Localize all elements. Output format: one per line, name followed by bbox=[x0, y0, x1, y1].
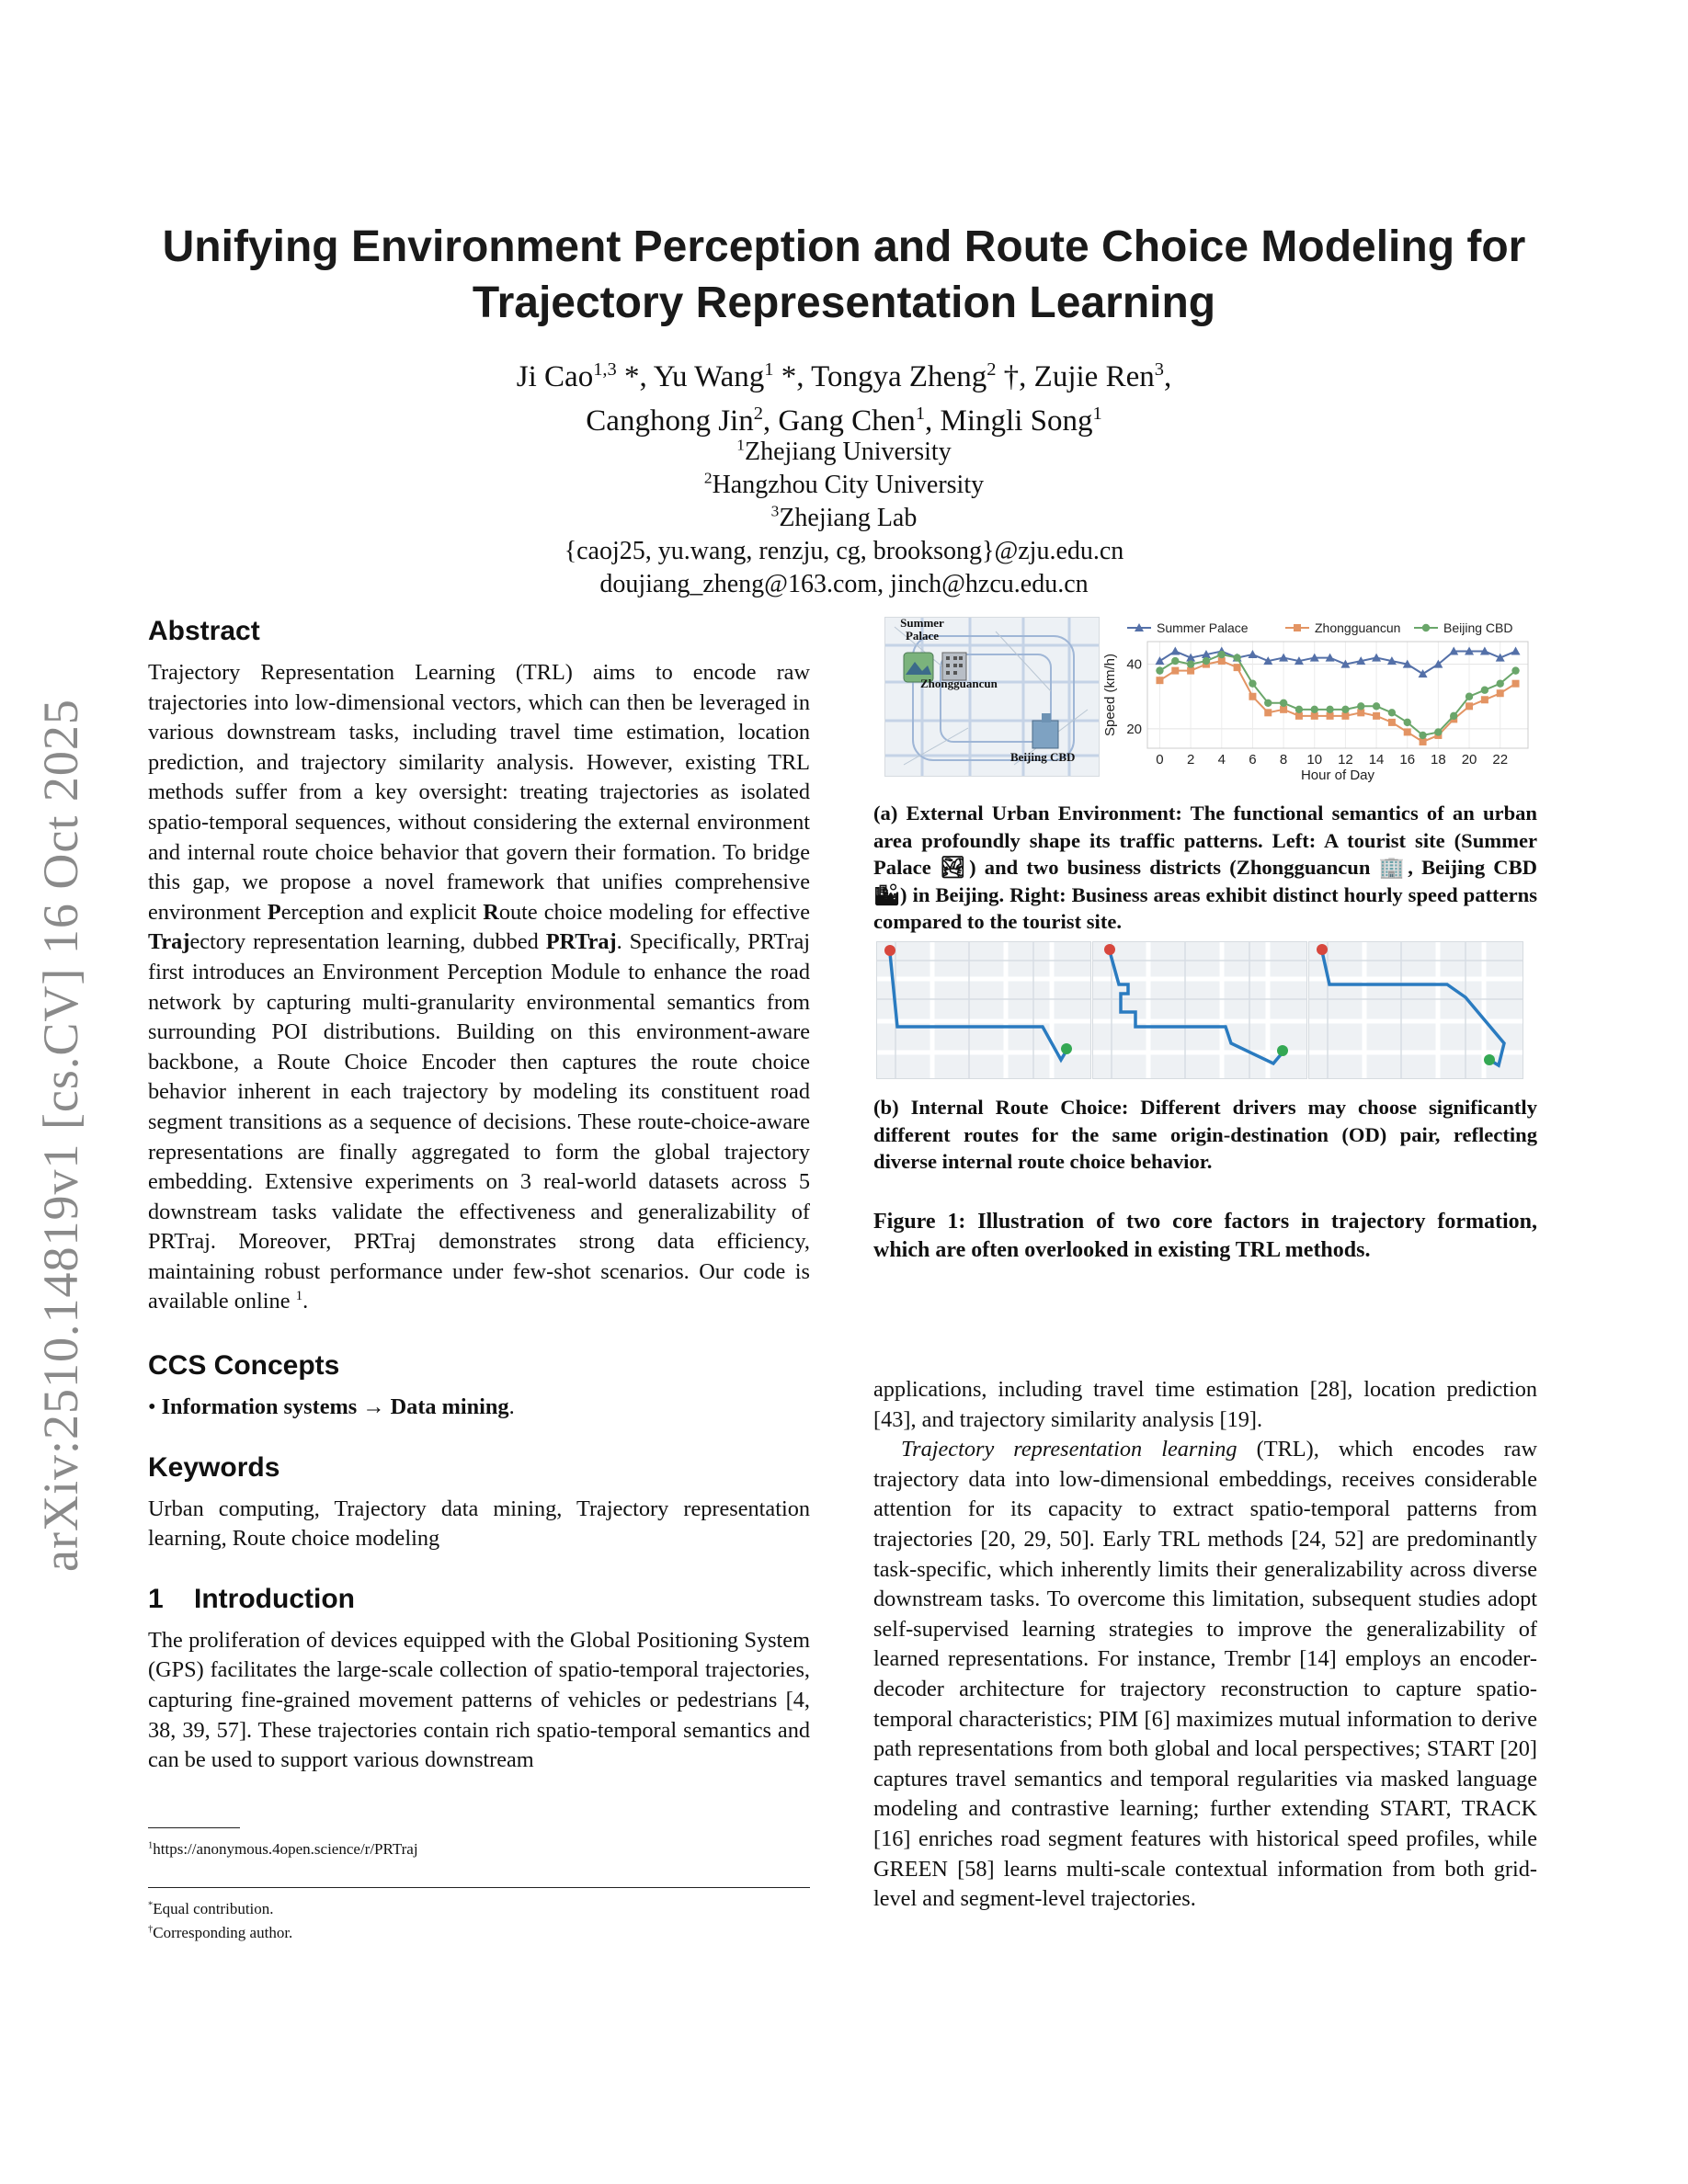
data-point bbox=[1481, 687, 1488, 694]
x-tick-label: 0 bbox=[1156, 752, 1164, 768]
data-point bbox=[1511, 647, 1521, 655]
data-point bbox=[1357, 702, 1364, 710]
footnote-divider-long bbox=[148, 1887, 810, 1888]
data-point bbox=[1357, 709, 1364, 716]
affiliation-block bbox=[276, 436, 1412, 601]
legend-marker bbox=[1294, 624, 1301, 631]
x-axis-label: Hour of Day bbox=[1300, 768, 1375, 783]
data-point bbox=[1280, 706, 1287, 713]
author-line-2: Canghong Jin$^2$, Gang Chen$^1$, Mingli Song$^1$ bbox=[586, 404, 1102, 438]
data-point bbox=[1248, 650, 1257, 658]
footnote-url: $^1$https://anonymous.4open.science/r/PRTraj bbox=[148, 1840, 418, 1858]
intro-paragraph-1-continued: applications, including travel time estimation [28], location prediction [43], and trajectory similarity analysis [19]. bbox=[873, 1377, 1537, 1432]
footnote-corresponding: †Corresponding author. bbox=[148, 1924, 293, 1941]
x-tick-label: 22 bbox=[1492, 752, 1509, 768]
data-point bbox=[1295, 706, 1303, 713]
paper-title-line-2: Trajectory Representation Learning bbox=[472, 279, 1216, 327]
intro-paragraph-2: Trajectory representation learning (TRL), which encodes raw trajectory data into low-dimensional embeddings, receives considerable attention for its capacity to extract spatio-temporal patterns from trajectories [20, 29, 50]. Early TRL methods [24, 52] are predominantly task-specific, which inherently limits their generalizability across diverse downstream tasks. To overcome this limitation, subsequent studies adopt self-supervised learning strategies to improve the generalizability of learned representations. For instance, Trembr [14] employs an encoder-decoder architecture for trajectory reconstruction to capture spatio-temporal characteristics; PIM [6] maximizes mutual information to derive path representations from both global and local perspectives; START [20] captures travel semantics and temporal regularities via masked language modeling and contrastive learning; further extending START, TRACK [16] enriches road segment features with historical speed profiles, while GREEN [58] learns multi-scale contextual information from both grid-level and segment-level trajectories. bbox=[873, 1437, 1538, 1912]
data-point bbox=[1249, 693, 1256, 700]
y-tick-label: 40 bbox=[1126, 656, 1142, 673]
data-point bbox=[1404, 719, 1411, 726]
figure-1-caption: Figure 1: Illustration of two core factors in trajectory formation, which are often overlooked in existing TRL methods. bbox=[873, 1210, 1537, 1262]
data-point bbox=[1203, 657, 1210, 665]
data-point bbox=[1497, 689, 1504, 697]
data-point bbox=[1373, 712, 1380, 720]
data-point bbox=[1511, 666, 1519, 674]
destination-pin-icon bbox=[1484, 1054, 1495, 1065]
affiliation-1: $^1$Zhejiang University bbox=[736, 436, 952, 466]
data-point bbox=[1156, 677, 1163, 684]
data-point bbox=[1481, 696, 1488, 703]
data-point bbox=[1466, 693, 1473, 700]
origin-pin-icon bbox=[884, 945, 895, 956]
footnote-block bbox=[148, 1827, 810, 1945]
figure-caption-b: (b) Internal Route Choice: Different drivers may choose significantly different routes for the same origin-destination (OD) pair, reflecting diverse internal route choice behavior. bbox=[873, 1096, 1537, 1173]
map-label-zhongguancun: Zhongguancun bbox=[920, 677, 998, 690]
affiliation-3: $^3$Zhejiang Lab bbox=[770, 502, 918, 532]
ccs-item: • Information systems → Data mining. bbox=[148, 1394, 515, 1420]
route-map-1 bbox=[876, 941, 1091, 1079]
data-point bbox=[1341, 706, 1349, 713]
footnote-equal-contribution: *Equal contribution. bbox=[148, 1900, 274, 1917]
figure-caption-a: (a) External Urban Environment: The functional semantics of an urban area profoundly shape its traffic patterns. Left: A tourist site (Summer Palace 🏞) and two business districts (Zhongguancun 🏢, Beijing CBD 🏙) in Beijing. Right: Business areas exhibit distinct hourly speed patterns compared to the tourist site. bbox=[873, 802, 1537, 933]
author-line-1: Ji Cao$^{1,3}$ *, Yu Wang$^1$ *, Tongya Zheng$^2$ †, Zujie Ren$^3$, bbox=[516, 359, 1172, 393]
abstract-heading: Abstract bbox=[148, 616, 260, 646]
paper-title-line-1: Unifying Environment Perception and Route Choice Modeling for bbox=[162, 222, 1526, 271]
route-map-2 bbox=[1092, 941, 1307, 1079]
left-column bbox=[148, 614, 810, 1776]
data-point bbox=[1280, 700, 1287, 707]
data-point bbox=[1218, 651, 1226, 658]
data-point bbox=[1233, 654, 1240, 661]
x-tick-label: 14 bbox=[1368, 752, 1385, 768]
data-point bbox=[1171, 657, 1179, 665]
data-point bbox=[1327, 712, 1334, 720]
right-column-text bbox=[873, 1375, 1537, 1915]
destination-pin-icon bbox=[1061, 1043, 1072, 1054]
data-point bbox=[1295, 712, 1303, 720]
data-point bbox=[1372, 654, 1381, 662]
data-point bbox=[1420, 738, 1427, 745]
data-point bbox=[1388, 709, 1396, 716]
arxiv-stamp bbox=[11, 607, 98, 1581]
data-point bbox=[1249, 679, 1256, 687]
route-map-1-graphic bbox=[877, 942, 1090, 1078]
paper-title bbox=[129, 219, 1559, 331]
arxiv-stamp-text: arXiv:2510.14819v1 [cs.CV] 16 Oct 2025 bbox=[33, 699, 88, 1572]
ccs-heading: CCS Concepts bbox=[148, 1350, 340, 1382]
series-line bbox=[1159, 661, 1515, 742]
x-tick-label: 6 bbox=[1249, 752, 1257, 768]
beijing-area-map bbox=[884, 617, 1100, 777]
data-point bbox=[1388, 719, 1396, 726]
email-line-2: doujiang_zheng@163.com, jinch@hzcu.edu.cn bbox=[599, 570, 1089, 598]
data-point bbox=[1404, 728, 1411, 735]
email-line-1: {caoj25, yu.wang, renzju, cg, brooksong}@zju.edu.cn bbox=[564, 537, 1124, 565]
x-tick-label: 18 bbox=[1431, 752, 1446, 768]
route-map-3-graphic bbox=[1309, 942, 1523, 1078]
data-point bbox=[1373, 702, 1380, 710]
data-point bbox=[1156, 666, 1163, 674]
legend-label: Summer Palace bbox=[1157, 620, 1249, 635]
x-tick-label: 16 bbox=[1399, 752, 1416, 768]
legend-marker bbox=[1422, 624, 1430, 631]
map-label-beijing-cbd: Beijing CBD bbox=[1010, 750, 1076, 764]
origin-pin-icon bbox=[1317, 944, 1328, 955]
affiliation-2: $^2$Hangzhou City University bbox=[703, 469, 985, 499]
map-label-summer-palace: Summer Palace bbox=[900, 617, 944, 643]
x-tick-label: 10 bbox=[1306, 752, 1323, 768]
data-point bbox=[1311, 712, 1318, 720]
intro-paragraph-1: The proliferation of devices equipped with the Global Positioning System (GPS) facilitates the large-scale collection of spatio-temporal trajectories, capturing fine-grained movement patterns of vehicles or pedestrians [4, 38, 39, 57]. These trajectories contain rich spatio-temporal semantics and can be used to support various downstream bbox=[148, 1627, 810, 1773]
origin-pin-icon bbox=[1104, 944, 1115, 955]
data-point bbox=[1512, 680, 1520, 688]
route-map-3 bbox=[1308, 941, 1523, 1079]
footnote-divider-short bbox=[148, 1827, 240, 1828]
data-point bbox=[1218, 657, 1226, 665]
x-tick-label: 20 bbox=[1461, 752, 1477, 768]
data-point bbox=[1419, 732, 1426, 739]
speed-chart bbox=[1100, 614, 1537, 787]
route-map-2-graphic bbox=[1093, 942, 1306, 1078]
data-point bbox=[1264, 700, 1272, 707]
data-point bbox=[1466, 702, 1473, 710]
x-tick-label: 4 bbox=[1217, 752, 1226, 768]
data-point bbox=[1341, 712, 1349, 720]
author-list bbox=[276, 355, 1412, 443]
keywords-heading: Keywords bbox=[148, 1451, 280, 1483]
data-point bbox=[1279, 654, 1288, 662]
beijing-cbd-icon bbox=[1032, 721, 1058, 748]
x-tick-label: 2 bbox=[1186, 752, 1195, 768]
data-point bbox=[1264, 709, 1272, 716]
keywords-text: Urban computing, Trajectory data mining, Trajectory representation learning, Route choice modeling bbox=[148, 1496, 810, 1552]
data-point bbox=[1434, 728, 1442, 735]
data-point bbox=[1311, 706, 1318, 713]
data-point bbox=[1326, 706, 1333, 713]
data-point bbox=[1187, 667, 1194, 675]
data-point bbox=[1170, 647, 1180, 655]
series-line bbox=[1159, 654, 1515, 735]
y-axis-label: Speed (km/h) bbox=[1102, 653, 1118, 737]
data-point bbox=[1155, 656, 1164, 665]
data-point bbox=[1187, 660, 1194, 667]
abstract-text: Trajectory Representation Learning (TRL) aims to encode raw trajectories into low-dimensional vectors, which can then be leveraged in various downstream tasks, including travel time estimation, location prediction, and trajectory similarity analysis. However, existing TRL methods suffer from a key oversight: treating trajectories as isolated spatio-temporal sequences, without considering the external environment and internal route choice behavior that govern their formation. To bridge this gap, we propose a novel framework that unifies comprehensive environment Perception and explicit Route choice modeling for effective Trajectory representation learning, dubbed PRTraj. Specifically, PRTraj first introduces an Environment Perception Module to enhance the road network by capturing multi-granularity environmental semantics from surrounding POI distributions. Building on this environment-aware backbone, a Route Choice Encoder then captures the route choice behavior inherent in each trajectory by modeling its constituent road segment transitions as a sequence of decisions. These route-choice-aware representations are finally aggregated to form the global trajectory embedding. Extensive experiments on 3 real-world datasets across 5 downstream tasks validate the effectiveness and generalizability of PRTraj. Moreover, PRTraj demonstrates strong data efficiency, maintaining robust performance under few-shot scenarios. Our code is available online $^1$. bbox=[148, 660, 810, 1314]
destination-pin-icon bbox=[1277, 1045, 1288, 1056]
x-tick-label: 8 bbox=[1279, 752, 1288, 768]
legend-label: Beijing CBD bbox=[1443, 620, 1513, 635]
x-tick-label: 12 bbox=[1338, 752, 1353, 768]
data-point bbox=[1450, 712, 1457, 720]
intro-heading: 1 Introduction bbox=[148, 1583, 355, 1614]
data-point bbox=[1171, 667, 1179, 675]
speed-chart-svg bbox=[1100, 614, 1537, 787]
y-tick-label: 20 bbox=[1126, 721, 1142, 737]
data-point bbox=[1419, 669, 1428, 677]
legend-label: Zhongguancun bbox=[1315, 620, 1401, 635]
data-point bbox=[1234, 664, 1241, 671]
data-point bbox=[1497, 679, 1504, 687]
